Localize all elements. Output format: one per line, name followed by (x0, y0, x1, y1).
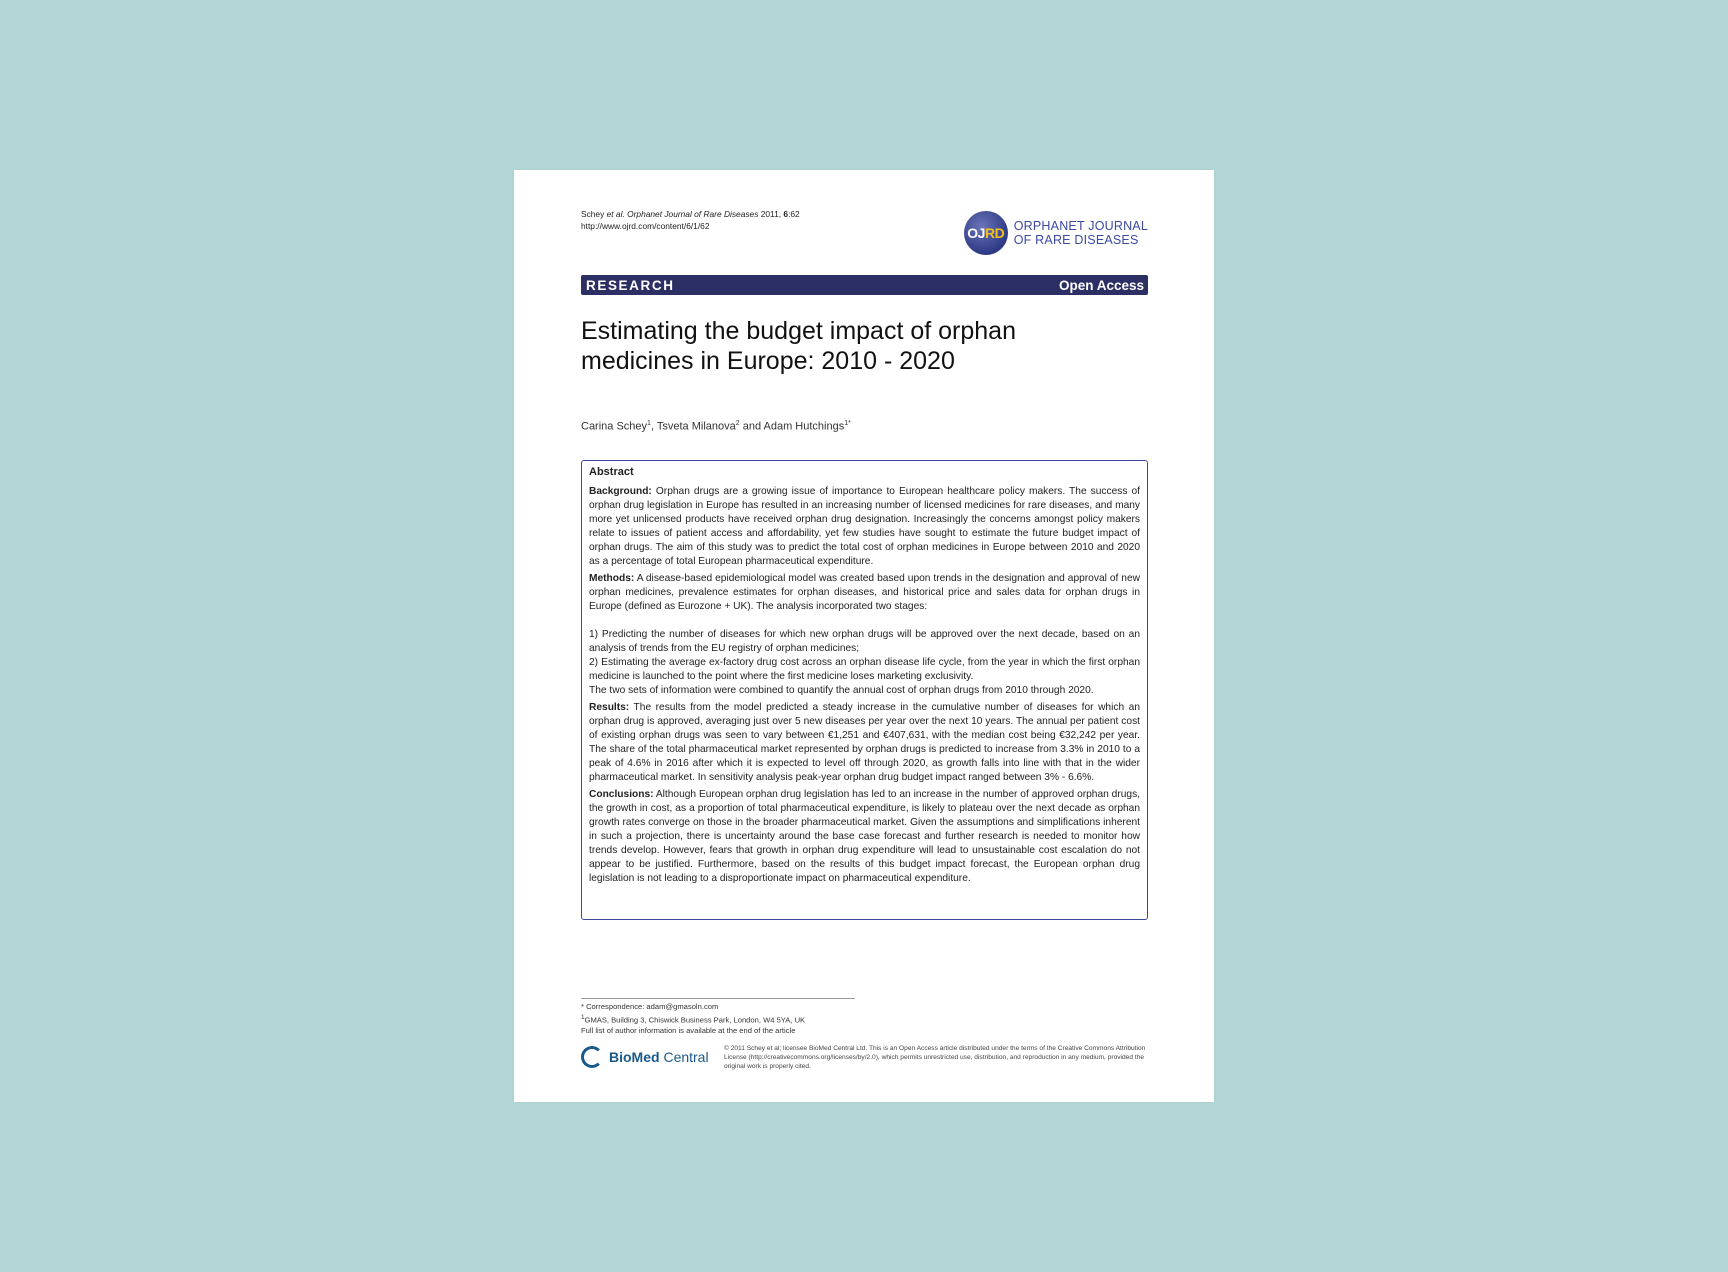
biomed-central-icon (581, 1046, 603, 1068)
author-sep-2: and (739, 420, 764, 433)
journal-name (1014, 219, 1148, 247)
author-1-affil: 1 (647, 420, 651, 427)
author-2-affil: 2 (735, 420, 740, 427)
abstract-methods (589, 572, 1140, 614)
background-label: Background: (589, 486, 652, 497)
abstract-background (589, 485, 1140, 569)
affiliation-text: GMAS, Building 3, Chiswick Business Park, London, W4 5YA, UK (584, 1015, 806, 1025)
methods-item-2: 2) Estimating the average ex-factory drug cost across an orphan disease life cycle, from the year in which the first orphan medicine is launched to the point where the first medicine loses marketing exclusivity. (589, 657, 1140, 682)
citation-header (581, 208, 800, 232)
results-label: Results: (589, 702, 630, 713)
publisher-name-bold: BioMed (609, 1049, 660, 1065)
publisher-name-rest: Central (659, 1049, 709, 1065)
author-2: Tsveta Milanova (656, 420, 736, 433)
correspondence-note: * Correspondence: adam@gmasoln.com (581, 1002, 719, 1011)
full-list-note: Full list of author information is available at the end of the article (581, 1025, 796, 1035)
ojrd-logo-icon (964, 211, 1008, 255)
author-1: Carina Schey (581, 420, 648, 433)
open-access-label: Open Access (1058, 277, 1144, 293)
abstract-heading: Abstract (589, 466, 634, 478)
background-text: Orphan drugs are a growing issue of importance to European healthcare policy makers. The success of orphan drug legislation in Europe has resulted in an increasing number of licensed medicines for rare diseases, and many more yet unlicensed products have received orphan drug designation. Increasingly the concerns amongst policy makers relate to issues of patient access and affordability, yet few studies have sought to estimate the future budget impact of orphan drugs. The aim of this study was to predict the total cost of orphan medicines in Europe between 2010 and 2020 as a percentage of total European pharmaceutical expenditure. (589, 486, 1140, 567)
journal-name-line1: ORPHANET JOURNAL (1013, 219, 1148, 233)
author-sep-1: , (650, 420, 657, 433)
license-statement: © 2011 Schey et al; licensee BioMed Central Ltd. This is an Open Access article distributed under the terms of the Creative Commons Attribution License (http://creativecommons.org/licenses/by/2.0), which permits unrestricted use, distribution, and reproduction in any medium, provided the original work is properly cited. (724, 1045, 1146, 1071)
article-type-label: RESEARCH (586, 277, 675, 293)
citation-volume: 6 (783, 209, 789, 219)
citation-year: 2011, (760, 209, 782, 219)
methods-text: A disease-based epidemiological model was created based upon trends in the designation and approval of new orphan medicines, prevalence estimates for orphan diseases, and historical price and sales data for orphan drugs in Europe (defined as Eurozone + UK). The analysis incorporated two stages: (589, 573, 1140, 612)
biomed-central-wordmark (609, 1049, 709, 1065)
conclusions-label: Conclusions: (589, 789, 654, 800)
citation-authors: Schey (581, 209, 605, 219)
article-page (514, 170, 1214, 1102)
article-title (581, 316, 1148, 376)
title-line1: Estimating the budget impact of orphan (581, 317, 1016, 345)
conclusions-text: Although European orphan drug legislation has led to an increase in the number of approved orphan drugs, the growth in cost, as a proportion of total pharmaceutical expenditure, is likely to plateau over the next decade as orphan growth rates converge on those in the broader pharmaceutical market. Given the assumptions and simplifications inherent in such a projection, there is uncertainty around the base case forecast and further research is needed to monitor how trends develop. However, fears that growth in orphan drug expenditure will lead to unsustainable cost escalation do not appear to be justified. Furthermore, based on the results of this budget impact forecast, the European orphan drug legislation is not leading to a disproportionate impact on pharmaceutical expenditure. (589, 789, 1140, 884)
methods-item-1: 1) Predicting the number of diseases for which new orphan drugs will be approved over the next decade, based on an analysis of trends from the EU registry of orphan medicines; (589, 629, 1140, 654)
author-3: Adam Hutchings (763, 420, 845, 433)
citation-journal: Orphanet Journal of Rare Diseases (627, 209, 759, 219)
citation-url[interactable]: http://www.ojrd.com/content/6/1/62 (581, 221, 710, 231)
abstract-box (581, 460, 1148, 920)
affiliation-sup: 1 (581, 1013, 585, 1021)
logo-mark-left: OJ (967, 225, 985, 241)
citation-line (581, 208, 800, 220)
methods-item-3: The two sets of information were combined to quantify the annual cost of orphan drugs from 2010 through 2020. (589, 685, 1094, 696)
methods-label: Methods: (589, 573, 635, 584)
biomed-central-logo (581, 1046, 709, 1068)
title-line2: medicines in Europe: 2010 - 2020 (581, 347, 955, 375)
abstract-results (589, 701, 1140, 785)
author-3-affil: 1* (844, 420, 851, 427)
footnote-divider (581, 998, 855, 999)
citation-article: :62 (788, 209, 800, 219)
abstract-conclusions (589, 788, 1140, 886)
logo-mark-right: RD (984, 225, 1005, 241)
affiliation-note (581, 1013, 855, 1026)
citation-etal: et al. (606, 209, 625, 219)
journal-name-line2: OF RARE DISEASES (1013, 233, 1139, 247)
footnotes (581, 998, 855, 1036)
article-type-banner (581, 275, 1148, 295)
author-list (581, 420, 851, 433)
results-text: The results from the model predicted a steady increase in the cumulative number of diseases for which an orphan drug is approved, averaging just over 5 new diseases per year over the next 10 years. The annual per patient cost of existing orphan drugs was seen to vary between €1,251 and €407,631, with the median cost being €32,242 per year. The share of the total pharmaceutical market represented by orphan drugs is predicted to increase from 3.3% in 2010 to a peak of 4.6% in 2016 after which it is expected to level off through 2020, as growth falls into line with that in the wider pharmaceutical market. In sensitivity analysis peak-year orphan drug budget impact ranged between 3% - 6.6%. (589, 702, 1140, 783)
journal-logo (964, 211, 1148, 255)
